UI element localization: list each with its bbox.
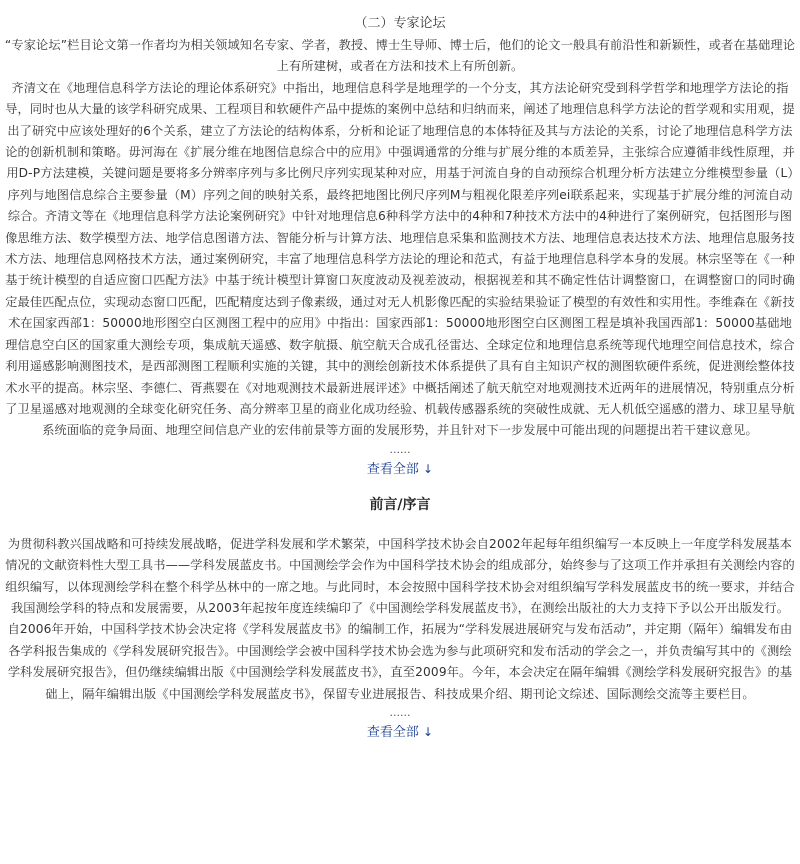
expert-forum-intro: “专家论坛”栏目论文第一作者均为相关领域知名专家、学者，教授、博士生导师、博士后，他们的论文一般具有前沿性和新颖性，或者在基础理论上有所建树，或者在方法和技术上有所创新。: [4, 38, 796, 74]
expert-forum-view-all-link[interactable]: [4, 459, 796, 480]
preface-view-all-link[interactable]: [4, 722, 796, 743]
book-content-page: [0, 14, 800, 743]
expert-forum-heading: （二）专家论坛: [354, 16, 446, 31]
view-all-label: 查看全部: [366, 461, 419, 477]
expert-forum-body: 齐清文在《地理信息科学方法论的理论体系研究》中指出，地理信息科学是地理学的一个分支，其方法论研究受到科学哲学和地理学方法论的指导，同时也从大量的该学科研究成果、工程项目和软硬件产品中提炼的案例中总结和归纳而来，阐述了地理信息科学方法论的哲学观和实用观，提出了研究中应该处理好的6个关系，建立了方法论的结构体系，分析和论证了地理信息的本体特征及其与方法论的关系，讨论了地理信息科学方法论的创新机制和策略。毋河海在《扩展分维在地图信息综合中的应用》中强调通常的分维与扩展分维的本质差异，主张综合应遵循非线性原理，并用D-P方法建模，关键问题是要将多分辨率序列与多比例尺序列实现某种对应，用基于河流自身的自动预综合机理分析方法建立分维模型参量（L）序列与地图信息综合主要参量（M）序列之间的映射关系，最终把地图比例尺序列M与粗视化限差序列ei联系起来，实现基于扩展分维的河流自动综合。齐清文等在《地理信息科学方法论案例研究》中针对地理信息6种科学方法中的4种和7种技术方法中的4种进行了案例研究，包括图形与图像思维方法、数学模型方法、地学信息图谱方法、智能分析与计算方法、地理信息采集和监测技术方法、地理信息表达技术方法、地理信息服务技术方法、地理信息网格技术方法，通过案例研究，丰富了地理信息科学方法论的理论和范式，有益于地理信息科学本身的发展。林宗坚等在《一种基于统计模型的自适应窗口匹配方法》中基于统计模型计算窗口灰度波动及视差波动，根据视差和其不确定性估计调整窗口，在调整窗口的同时确定最佳匹配点位，实现动态窗口匹配，匹配精度达到子像素级，通过对无人机影像匹配的实验结果验证了模型的有效性和实用性。李维森在《新技术在国家西部1：50000地形图空白区测图工程中的应用》中指出：国家西部1：50000地形图空白区测图工程是填补我国西部1：50000基础地理信息空白区的国家重大测绘专项，集成航天遥感、数字航摄、航空航天合成孔径雷达、全球定位和地理信息系统等现代地理空间信息技术，综合利用遥感影响测图技术，是西部测图工程顺利实施的关键，其中的测绘创新技术体系提供了具有自主知识产权的测图软硬件系统，促进测绘整体技术水平的提高。林宗坚、李德仁、胥燕婴在《对地观测技术最新进展评述》中概括阐述了航天航空对地观测技术近两年的进展情况，特别重点分析了卫星遥感对地观测的全球变化研究任务、高分辨率卫星的商业化成功经验、机载传感器系统的突破性成就、无人机低空遥感的潜力、球卫星导航系统面临的竞争局面、地理空间信息产业的宏伟前景等方面的发展形势，并且针对下一步发展中可能出现的问题提出若干建议意见。: [5, 80, 795, 438]
expert-forum-section: [4, 14, 796, 480]
expert-forum-ellipsis: ......: [389, 442, 411, 456]
preface-title: 前言/序言: [369, 496, 431, 513]
arrow-down-icon: ↓: [423, 724, 434, 739]
preface-paragraph-2: 自2006年开始，中国科学技术协会决定将《学科发展蓝皮书》的编制工作，拓展为“学科发展进展研究与发布活动”，并定期（隔年）编辑发布由各学科报告集成的《学科发展研究报告》。中国测绘学会被中国科学技术协会选为参与此项研究和发布活动的学会之一，并负责编写其中的《测绘学科发展研究报告》，但仍继续编辑出版《中国测绘学科发展蓝皮书》，直至2009年。今年，本会决定在隔年编辑《测绘学科发展研究报告》的基础上，隔年编辑出版《中国测绘学科发展蓝皮书》，保留专业进展报告、科技成果介绍、期刊论文综述、国际测绘交流等主要栏目。: [7, 622, 793, 701]
arrow-down-icon: ↓: [423, 461, 434, 476]
preface-ellipsis: ......: [389, 705, 411, 719]
preface-paragraph-1: 为贯彻科教兴国战略和可持续发展战略，促进学科发展和学术繁荣，中国科学技术协会自2002年起每年组织编写一本反映上一年度学科发展基本情况的文献资料性大型工具书——学科发展蓝皮书。中国测绘学会作为中国科学技术协会的组成部分，始终参与了这项工作并承担有关测绘内容的组织编写，以体现测绘学科在整个科学丛林中的一席之地。与此同时，本会按照中国科学技术协会对组织编写学科发展蓝皮书的统一要求，并结合我国测绘学科的特点和发展需要，从2003年起按年度连续编印了《中国测绘学科发展蓝皮书》，在测绘出版社的大力支持下予以公开出版发行。: [5, 536, 795, 615]
view-all-label: 查看全部: [366, 724, 419, 740]
preface-section: [4, 494, 796, 743]
